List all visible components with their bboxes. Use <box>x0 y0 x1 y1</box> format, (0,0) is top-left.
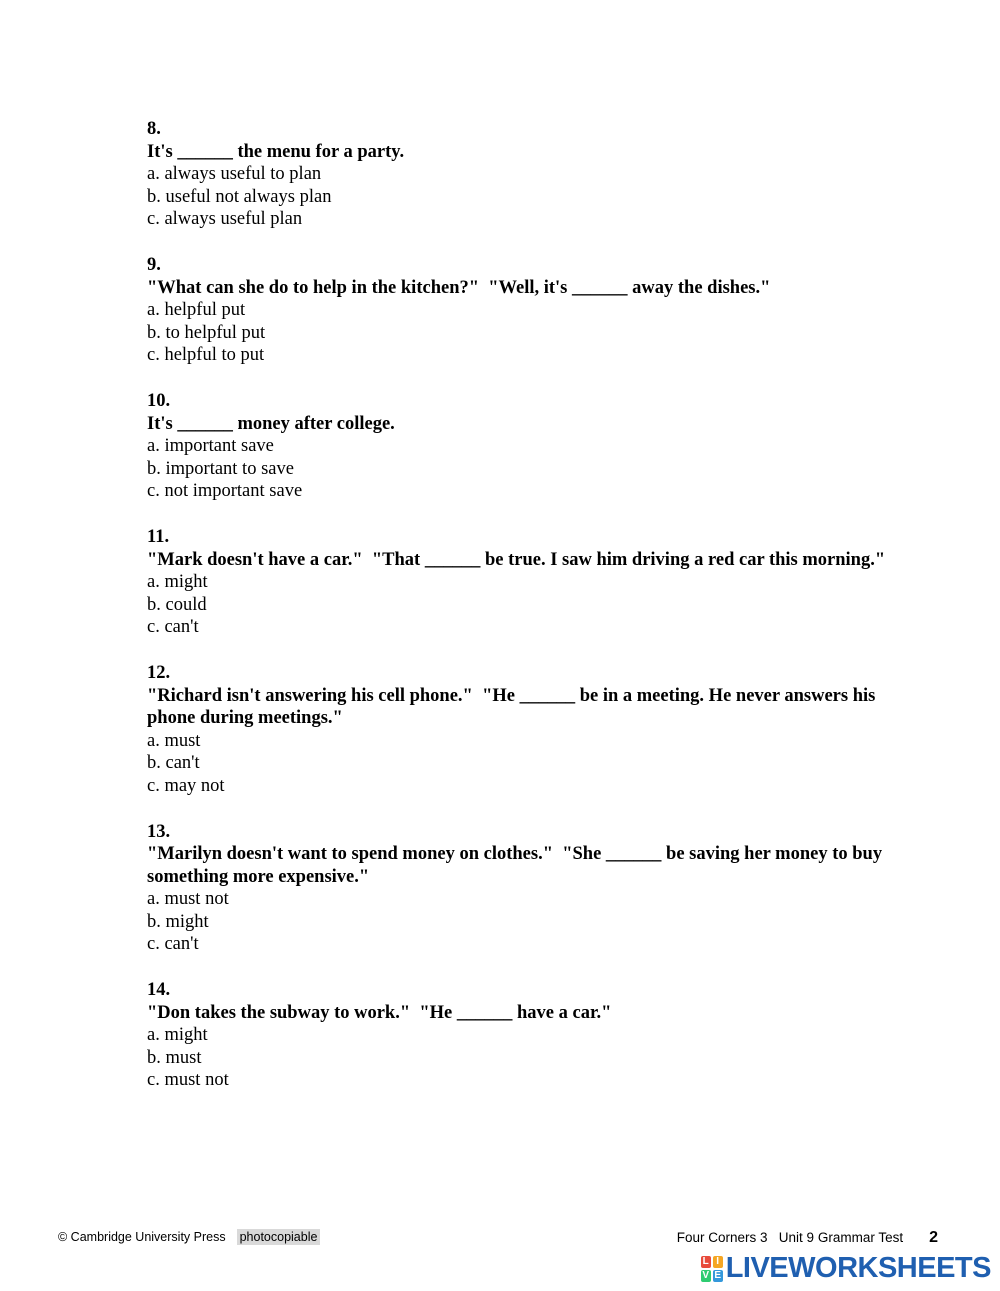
question-block <box>147 821 887 956</box>
footer-left <box>58 1229 320 1245</box>
answer-option: b. might <box>147 911 209 932</box>
answer-option: c. may not <box>147 775 225 796</box>
question-number: 8. <box>147 119 161 139</box>
question-stem: "Richard isn't answering his cell phone." "He ______ be in a meeting. He never answers his phone during meetings." <box>147 685 880 728</box>
answer-option: b. useful not always plan <box>147 186 332 207</box>
photocopiable-label: photocopiable <box>237 1229 321 1245</box>
answer-option: c. always useful plan <box>147 209 303 229</box>
answer-option: a. helpful put <box>147 300 246 320</box>
liveworksheets-logo <box>701 1254 991 1283</box>
answer-option: b. could <box>147 594 207 615</box>
question-block <box>147 118 887 231</box>
answer-option: a. must not <box>147 889 229 909</box>
answer-option: a. might <box>147 1025 208 1045</box>
question-block <box>147 662 887 797</box>
answer-option: a. might <box>147 572 208 592</box>
question-number: 10. <box>147 391 171 411</box>
footer-right <box>677 1229 938 1247</box>
question-stem: "Mark doesn't have a car." "That ______ be true. I saw him driving a red car this morning." <box>147 549 886 570</box>
question-block <box>147 979 887 1092</box>
question-stem: It's ______ the menu for a party. <box>147 141 405 162</box>
answer-option: b. important to save <box>147 458 294 479</box>
page-number: 2 <box>929 1229 938 1246</box>
question-number: 11. <box>147 527 170 547</box>
question-number: 14. <box>147 980 171 1000</box>
answer-option: c. can't <box>147 617 199 637</box>
answer-option: b. can't <box>147 753 200 773</box>
answer-option: a. must <box>147 730 201 751</box>
test-title: Four Corners 3 Unit 9 Grammar Test <box>676 1230 904 1245</box>
logo-tile: L <box>702 1256 709 1267</box>
question-block <box>147 254 887 367</box>
brand-mark-icon <box>701 1256 723 1282</box>
question-block <box>147 526 887 639</box>
logo-tile: V <box>702 1270 710 1281</box>
logo-tile: I <box>713 1256 723 1268</box>
answer-option: c. must not <box>147 1070 229 1090</box>
question-stem: It's ______ money after college. <box>147 413 395 434</box>
question-number: 9. <box>147 255 161 275</box>
question-number: 12. <box>147 663 171 683</box>
answer-option: a. always useful to plan <box>147 164 322 184</box>
logo-tile: E <box>714 1270 722 1281</box>
question-stem: "Marilyn doesn't want to spend money on clothes." "She ______ be saving her money to buy something more expensive." <box>147 844 887 887</box>
copyright-text: © Cambridge University Press <box>58 1230 226 1244</box>
question-number: 13. <box>147 821 171 842</box>
question-stem: "Don takes the subway to work." "He ______ have a car." <box>147 1002 612 1023</box>
answer-option: c. can't <box>147 934 199 954</box>
answer-option: a. important save <box>147 436 274 456</box>
question-block <box>147 390 887 503</box>
question-stem: "What can she do to help in the kitchen?" "Well, it's ______ away the dishes." <box>147 277 771 298</box>
answer-option: b. must <box>147 1047 202 1068</box>
answer-option: b. to helpful put <box>147 322 266 343</box>
questions-list <box>147 118 887 1115</box>
answer-option: c. helpful to put <box>147 345 265 365</box>
answer-option: c. not important save <box>147 481 303 501</box>
brand-name: LIVEWORKSHEETS <box>725 1252 991 1284</box>
